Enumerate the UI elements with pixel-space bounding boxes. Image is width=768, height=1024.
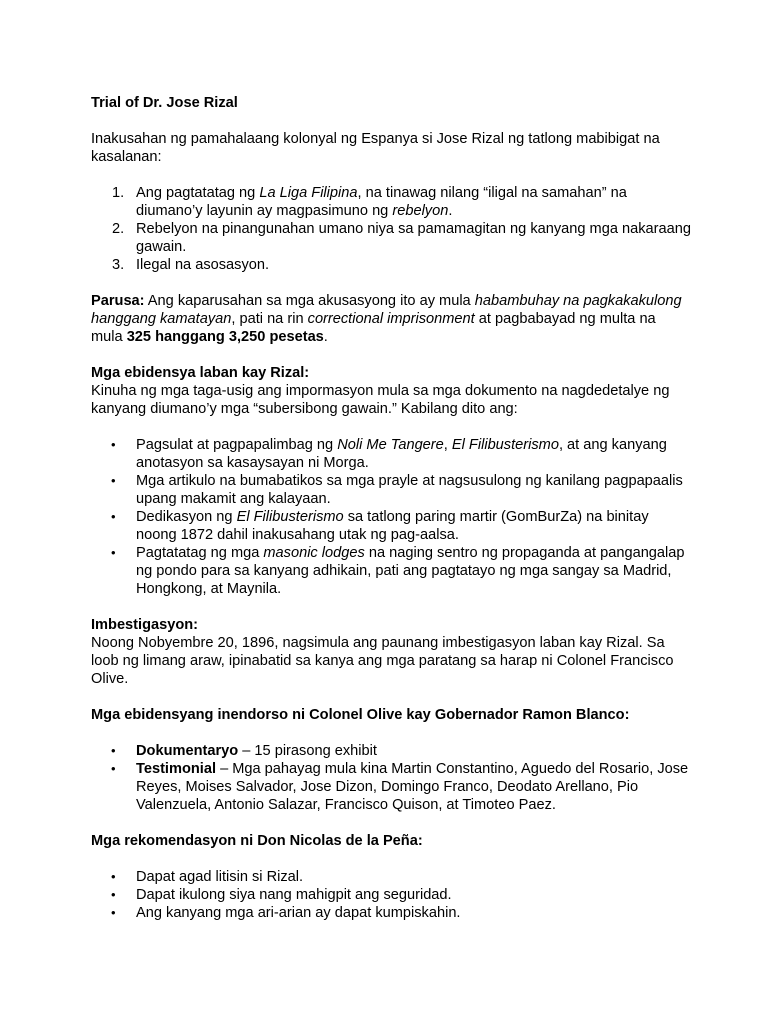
item-text: ,	[443, 437, 452, 453]
charge-text: , na tinawag nilang “iligal na samahan” na diumano’y layunin ay magpasimuno ng	[136, 185, 627, 219]
spacer	[91, 274, 691, 292]
ebidensya-body: Kinuha ng mga taga-usig ang impormasyon mula sa mga dokumento na nagdedetalye ng kanyang diumano’y mga “subersibong gawain.” Kabilang dito ang:	[91, 383, 670, 417]
parusa-italic: habambuhay na pagkakakulong hanggang kamatayan	[91, 293, 682, 327]
item-text: Mga artikulo na bumabatikos sa mga prayle at nagsusulong ng kanilang pagpapaalis upang makamit ang kalayaan.	[136, 473, 683, 507]
charge-number: 1.	[112, 185, 125, 201]
charge-text: Ang pagtatatag ng	[136, 185, 260, 201]
document-title: Trial of Dr. Jose Rizal	[91, 95, 238, 111]
item-text: sa tatlong paring martir (GomBurZa) na binitay noong 1872 dahil inakusahang utak ng pag-aalsa.	[136, 509, 649, 543]
item-text: , at ang kanyang anotasyon sa kasaysayan ni Morga.	[136, 437, 667, 471]
item-text: Pagsulat at pagpapalimbag ng	[136, 437, 338, 453]
parusa-label: Parusa:	[91, 293, 145, 309]
imbestigasyon-heading: Imbestigasyon:	[91, 617, 199, 633]
parusa-text: .	[323, 329, 328, 345]
charges-list	[91, 184, 691, 274]
spacer	[91, 814, 691, 832]
item-italic: Noli Me Tangere	[337, 437, 444, 453]
bullet-icon: •	[111, 887, 116, 902]
parusa-text: , pati na rin	[231, 311, 308, 327]
parusa-text: at pagbabayad ng multa na mula	[91, 311, 656, 345]
charge-italic: La Liga Filipina	[259, 185, 358, 201]
bullet-icon: •	[111, 743, 116, 758]
imbestigasyon-body: Noong Nobyembre 20, 1896, nagsimula ang paunang imbestigasyon laban kay Rizal. Sa loob ng limang araw, ipinabatid sa kanya ang mga paratang sa harap ni Colonel Francisco Olive.	[91, 635, 674, 687]
rekomendasyon-list	[91, 868, 691, 922]
charge-item	[91, 184, 691, 220]
bullet-icon: •	[111, 761, 116, 776]
item-text: Dedikasyon ng	[136, 509, 237, 525]
bullet-icon: •	[111, 437, 116, 452]
intro-paragraph: Inakusahan ng pamahalaang kolonyal ng Espanya si Jose Rizal ng tatlong mabibigat na kasalanan:	[91, 131, 660, 165]
charge-text: Rebelyon na pinangunahan umano niya sa pamamagitan ng kanyang mga nakaraang gawain.	[136, 221, 691, 255]
inendorso-item	[91, 742, 691, 760]
ebidensya-item	[91, 544, 691, 598]
charge-italic: rebelyon	[392, 203, 449, 219]
item-italic: masonic lodges	[263, 545, 365, 561]
inendorso-list	[91, 742, 691, 814]
parusa-italic: correctional imprisonment	[307, 311, 475, 327]
rekomendasyon-item	[91, 868, 691, 886]
item-text: Dapat agad litisin si Rizal.	[136, 869, 304, 885]
ebidensya-item	[91, 436, 691, 472]
item-text: Pagtatatag ng mga	[136, 545, 264, 561]
item-label: Dokumentaryo	[136, 743, 239, 759]
parusa-paragraph	[91, 292, 691, 346]
charge-text: .	[448, 203, 453, 219]
item-text: Dapat ikulong siya nang mahigpit ang seguridad.	[136, 887, 452, 903]
rekomendasyon-item	[91, 904, 691, 922]
charge-number: 3.	[112, 257, 125, 273]
item-italic: El Filibusterismo	[451, 437, 559, 453]
charge-number: 2.	[112, 221, 125, 237]
charge-item	[91, 256, 691, 274]
item-text: na naging sentro ng propaganda at pangangalap ng pondo para sa kanyang adhikain, pati ang pagtatayo ng mga sangay sa Madrid, Hongkong, at Maynila.	[136, 545, 685, 597]
document-page	[91, 90, 691, 922]
parusa-bold: 325 hanggang 3,250 pesetas	[126, 329, 324, 345]
ebidensya-item	[91, 472, 691, 508]
rekomendasyon-heading: Mga rekomendasyon ni Don Nicolas de la Peña:	[91, 833, 423, 849]
bullet-icon: •	[111, 905, 116, 920]
charge-item	[91, 220, 691, 256]
item-text: – Mga pahayag mula kina Martin Constantino, Aguedo del Rosario, Jose Reyes, Moises Salvador, Jose Dizon, Domingo Franco, Deodato Arellano, Pio Valenzuela, Antonio Salazar, Francisco Quison, at Timoteo Paez.	[136, 761, 689, 813]
item-text: – 15 pirasong exhibit	[238, 743, 377, 759]
bullet-icon: •	[111, 509, 116, 524]
item-text: Ang kanyang mga ari-arian ay dapat kumpiskahin.	[136, 905, 461, 921]
item-label: Testimonial	[136, 761, 217, 777]
rekomendasyon-item	[91, 886, 691, 904]
charge-text: Ilegal na asosasyon.	[136, 257, 270, 273]
bullet-icon: •	[111, 473, 116, 488]
spacer	[91, 598, 691, 616]
bullet-icon: •	[111, 869, 116, 884]
inendorso-heading: Mga ebidensyang inendorso ni Colonel Olive kay Gobernador Ramon Blanco:	[91, 707, 630, 723]
item-italic: El Filibusterismo	[236, 509, 344, 525]
ebidensya-item	[91, 508, 691, 544]
ebidensya-heading: Mga ebidensya laban kay Rizal:	[91, 365, 310, 381]
spacer	[91, 346, 691, 364]
ebidensya-list	[91, 436, 691, 598]
spacer	[91, 688, 691, 706]
bullet-icon: •	[111, 545, 116, 560]
parusa-text: Ang kaparusahan sa mga akusasyong ito ay mula	[144, 293, 475, 309]
inendorso-item	[91, 760, 691, 814]
